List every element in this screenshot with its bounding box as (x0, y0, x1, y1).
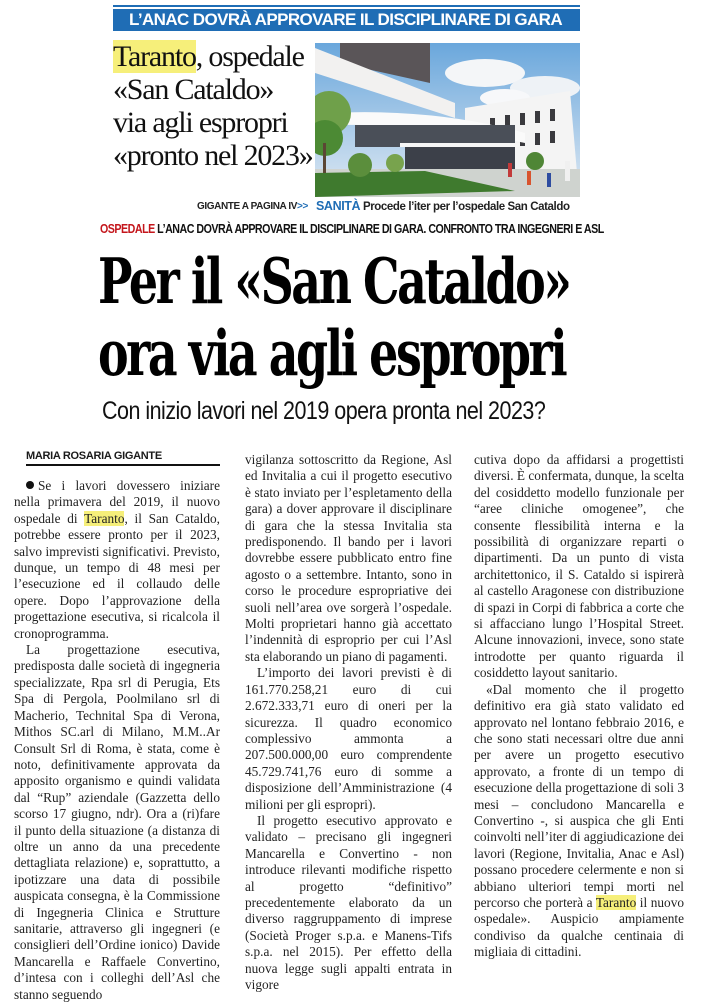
article-subhead: Con inizio lavori nel 2019 opera pronta nel 2023? (102, 397, 546, 425)
article-column-1 (14, 478, 220, 1003)
paragraph: L’importo dei lavori previsti è di 161.770.258,21 euro di cui 2.672.333,71 euro di oneri per la sicurezza. Il quadro economico complessivo ammonta a 207.500.000,00 euro comprendente 45.729.741,76 euro di somme a disposizione dell’Amministrazione (4 milioni per gli espropri). (245, 665, 452, 812)
photo-caption (316, 199, 570, 213)
overline-text: L’ANAC DOVRÀ APPROVARE IL DISCIPLINARE DI GARA. CONFRONTO TRA INGEGNERI E ASL (157, 221, 604, 236)
paragraph-text: Se i lavori dovessero iniziare nella primavera del 2019, il nuovo ospedale di (14, 478, 220, 526)
caption-kicker: SANITÀ (316, 199, 361, 213)
highlighted-term: Taranto (113, 40, 196, 73)
section-kicker: OSPEDALE (100, 221, 155, 236)
caption-text: Procede l’iter per l’ospedale San Cataldo (362, 201, 570, 213)
teaser-title-line1: , ospedale (195, 40, 304, 73)
article-column-2 (245, 452, 452, 993)
article-column-3 (474, 452, 684, 961)
teaser-title-line2: «San Cataldo» (113, 73, 274, 106)
teaser-title-line3: via agli espropri (113, 106, 288, 139)
paragraph: vigilanza sottoscritto da Regione, Asl ed Invitalia a cui il progetto esecutivo è stato inviato per l’espletamento della gara) a dover approvare il disciplinare di gara che la stessa Invitalia sta predisponendo. Il bando per i lavori dovrebbe essere pubblicato entro fine agosto o a settembre. Intanto, sono in corso le procedure espropriative dei suoli nell’area ove sorgerà l’ospedale. Molti proprietari hanno già accettato l’indennità di esproprio per cui l’Asl sta elaborando un piano di pagamenti. (245, 452, 452, 664)
paragraph (474, 682, 684, 961)
page-reference-text: GIGANTE A PAGINA IV (197, 201, 297, 212)
author-byline: MARIA ROSARIA GIGANTE (26, 450, 220, 466)
headline-line2: ora via agli espropri (98, 316, 566, 391)
highlighted-term: Taranto (595, 894, 637, 910)
paragraph-text: , il San Cataldo, potrebbe essere pronto per il 2023, salvo imprevisti significativi. Previsto, dunque, un tempo di 48 mesi per l’esecuzione ed il collaudo delle opere. Dopo l’approvazione della progettazione esecutiva, si ricalcola il cronoprogramma. (14, 510, 220, 641)
paragraph: Il progetto esecutivo approvato e validato – precisano gli ingegneri Mancarella e Convertino - non introduce rilevanti modifiche rispetto al progetto “definitivo” precedentemente elaborato da un diverso raggruppamento di imprese (Società Proger s.p.a. e Manens-Tifs s.p.a. nel 2015). Per effetto della nuova legge sugli appalti entrata in vigore (245, 812, 452, 992)
hospital-rendering-photo (315, 43, 580, 197)
teaser-banner: L’ANAC DOVRÀ APPROVARE IL DISCIPLINARE DI GARA (113, 9, 580, 31)
teaser-title-line4: «pronto nel 2023» (113, 139, 313, 172)
hospital-illustration (315, 43, 580, 197)
paragraph-text: «Dal momento che il progetto definitivo era già stato validato ed approvato nel lontano febbraio 2016, e che sono stati necessari oltre due anni per avere un progetto esecutivo approvato, a fronte di un tempo di esecuzione della progettazione di soli 3 mesi – concludono Mancarella e Convertino -, si auspica che gli Enti coinvolti nell’iter di aggiudicazione dei lavori (Regione, Invitalia, Anac e Asl) possano procedere celermente e non si abbiano ulteriori tempi morti nel percorso che porterà a (474, 681, 684, 910)
page-reference-link[interactable] (197, 201, 308, 212)
bullet-icon (26, 481, 34, 489)
paragraph-text: il nuovo ospedale». Auspicio ampiamente condiviso da qualche centinaia di migliaia di cittadini. (474, 894, 684, 960)
paragraph: cutiva dopo da affidarsi a progettisti diversi. È confermata, dunque, la scelta del cosiddetto modello funzionale per “aree cliniche omogenee”, che consente flessibilità interna e la possibilità di organizzare reparti o dipartimenti. Da un punto di vista architettonico, il S. Cataldo si ispirerà al castello Aragonese con distribuzione di spazi in Corpi di fabbrica a corte che si affacciano lungo l’Hospital Street. Alcune innovazioni, invece, sono state introdotte per quanto riguarda il cosiddetto layout sanitario. (474, 452, 684, 681)
highlighted-term: Taranto (84, 510, 125, 526)
teaser-banner-rule (113, 5, 580, 7)
article-overline (100, 221, 604, 236)
arrow-right-icon: >> (297, 201, 308, 212)
teaser-title[interactable] (113, 40, 313, 172)
article-headline (98, 244, 570, 391)
headline-line1: Per il «San Cataldo» (98, 244, 570, 319)
paragraph: La progettazione esecutiva, predisposta dalle società di ingegneria specializzate, Rpa srl di Perugia, Ets Spa di Pergola, Poolmilano srl di Macherio, Technital Spa di Verona, Mithos SC.arl di Milano, M.M..Ar Consult Srl di Roma, è stata, come è noto, definitivamente approvata da apposito organismo e quindi validata dal “Rup” aziendale (Gazzetta dello scorso 17 giugno, ndr). Ora a (ri)fare il punto della situazione (a distanza di oltre un anno da una precedente dettagliata relazione) e, soprattutto, a ipotizzare una data di possibile auspicata consegna, è la Commissione di Ingegneria Clinica e Strutture sanitarie, attraverso gli ingegneri (e consiglieri dell’Ordine ionico) Davide Mancarella e Raffaele Convertino, d’intesa con i colleghi dell’Asl che stanno seguendo (14, 642, 220, 1002)
paragraph (14, 478, 220, 642)
